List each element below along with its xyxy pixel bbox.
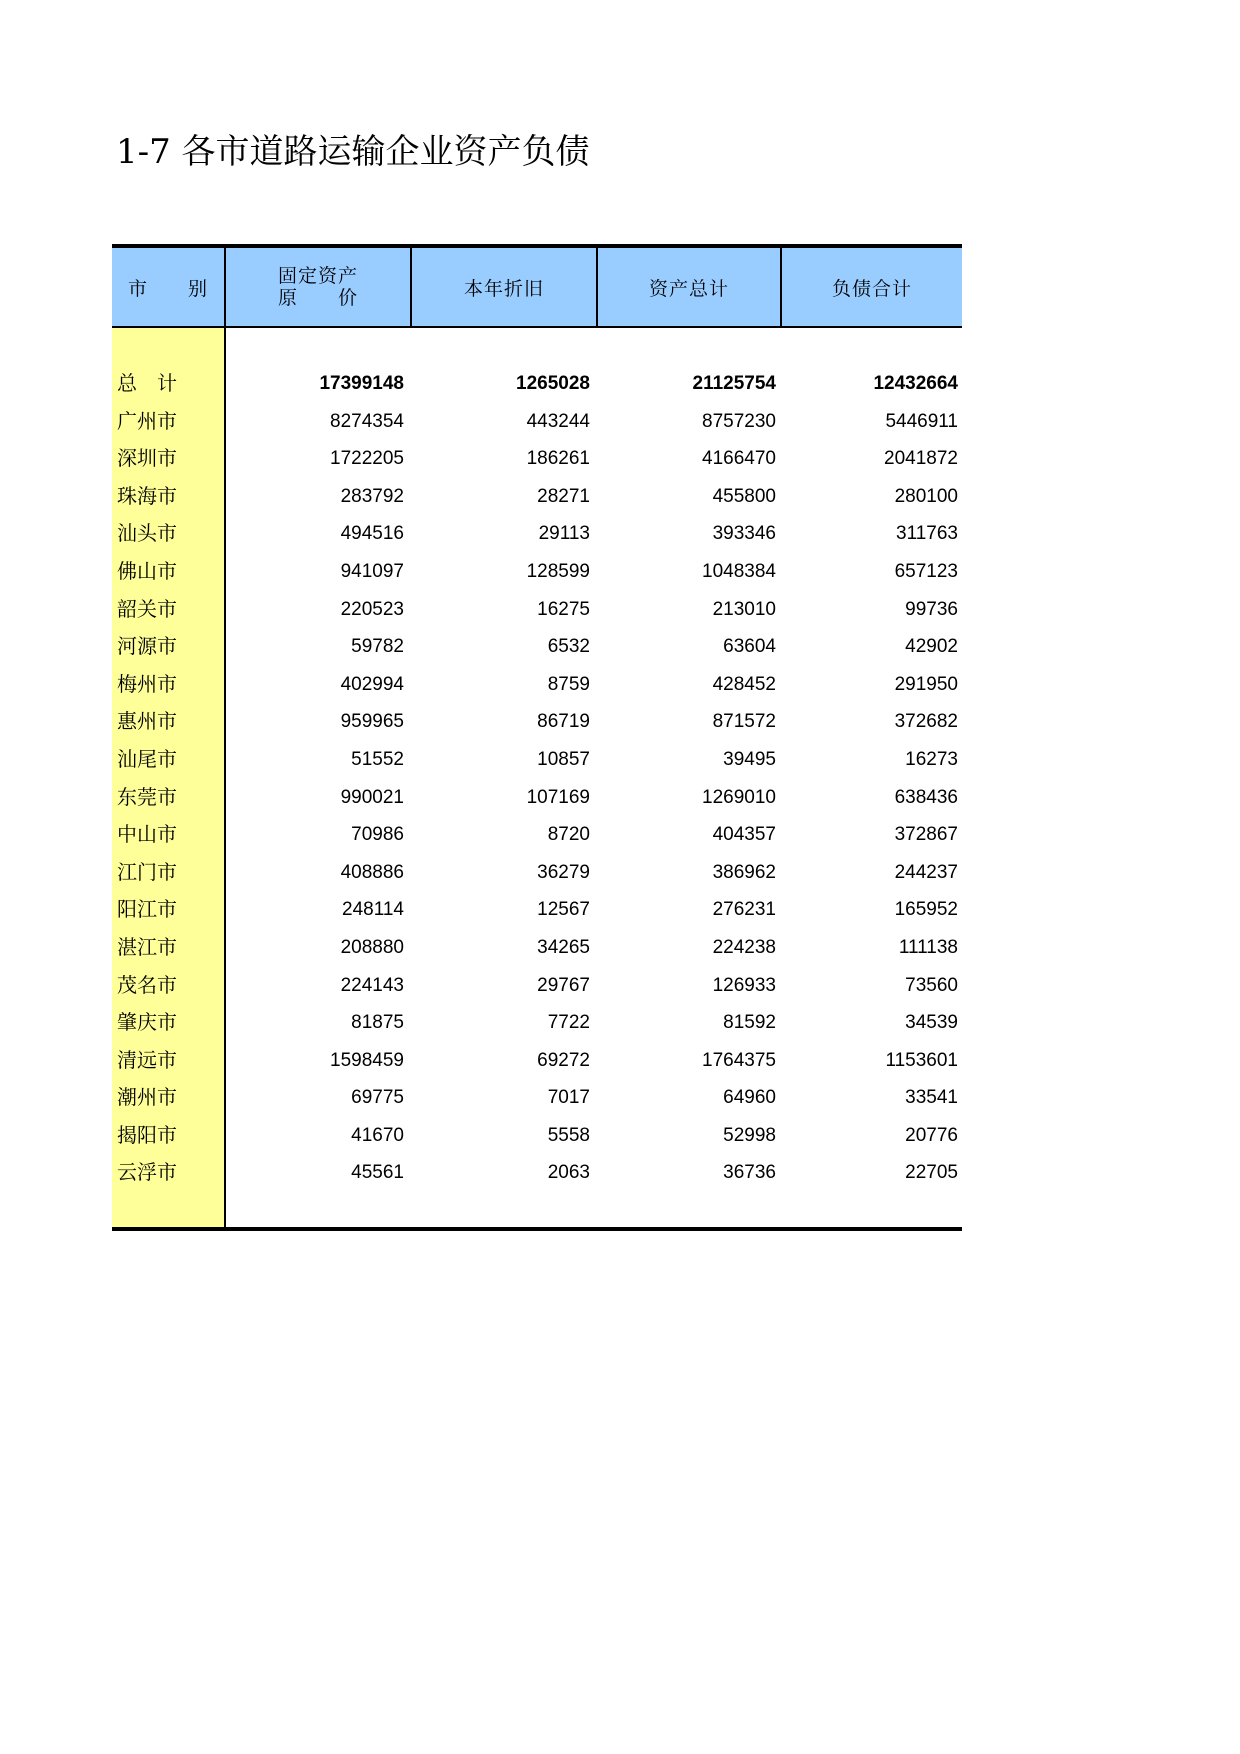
header-bottom-rule: [112, 326, 962, 328]
row-city-label: 广州市: [117, 408, 177, 433]
cell-depreciation: 7017: [547, 1087, 590, 1109]
cell-fixed-assets: 220523: [340, 598, 404, 620]
cell-fixed-assets: 69775: [351, 1087, 404, 1109]
cell-depreciation: 12567: [537, 899, 590, 921]
header-total-assets: 资产总计: [648, 277, 729, 300]
cell-total-assets: 36736: [723, 1162, 776, 1184]
cell-total-liabilities: 16273: [905, 748, 958, 770]
column-divider: [410, 248, 412, 326]
table-row: [112, 478, 962, 516]
cell-fixed-assets: 990021: [340, 786, 404, 808]
cell-fixed-assets: 17399148: [319, 373, 404, 394]
cell-fixed-assets: 494516: [340, 523, 404, 545]
cell-depreciation: 443244: [526, 410, 590, 432]
cell-depreciation: 29113: [538, 523, 590, 545]
cell-total-liabilities: 20776: [905, 1124, 958, 1146]
column-divider: [780, 248, 782, 326]
header-total-liabilities: 负债合计: [831, 277, 912, 300]
cell-total-assets: 39495: [723, 748, 776, 770]
cell-depreciation: 5558: [547, 1124, 590, 1146]
row-city-label: 佛山市: [117, 558, 177, 583]
table-row: [112, 1004, 962, 1042]
row-city-label: 河源市: [117, 634, 177, 659]
cell-total-liabilities: 244237: [894, 861, 958, 883]
row-city-label: 揭阳市: [117, 1122, 177, 1147]
cell-total-assets: 1269010: [702, 786, 776, 808]
cell-fixed-assets: 1722205: [330, 448, 404, 470]
cell-fixed-assets: 408886: [340, 861, 404, 883]
cell-depreciation: 1265028: [516, 373, 590, 394]
row-city-label: 深圳市: [117, 446, 177, 471]
cell-total-liabilities: 165952: [894, 899, 958, 921]
header-city: 市 别: [127, 277, 208, 300]
cell-fixed-assets: 402994: [340, 673, 404, 695]
cell-total-liabilities: 22705: [905, 1162, 958, 1184]
cell-fixed-assets: 51552: [351, 748, 404, 770]
header-fixed-assets: [226, 248, 410, 326]
table-row: [112, 1117, 962, 1155]
row-city-label: 阳江市: [117, 897, 177, 922]
cell-depreciation: 186261: [526, 448, 590, 470]
cell-total-assets: 1764375: [702, 1049, 776, 1071]
table-row: [112, 440, 962, 478]
cell-total-assets: 64960: [723, 1087, 776, 1109]
table-row: [112, 1154, 962, 1192]
table-row: [112, 741, 962, 779]
cell-total-assets: 8757230: [702, 410, 776, 432]
cell-depreciation: 28271: [537, 485, 590, 507]
cell-fixed-assets: 70986: [351, 824, 404, 846]
cell-fixed-assets: 45561: [351, 1162, 404, 1184]
page-title: 1-7 各市道路运输企业资产负债: [116, 132, 590, 172]
cell-total-liabilities: 372867: [894, 824, 958, 846]
cell-fixed-assets: 208880: [340, 936, 404, 958]
row-city-label: 肇庆市: [117, 1010, 177, 1035]
cell-total-liabilities: 291950: [894, 673, 958, 695]
row-city-label: 湛江市: [117, 934, 177, 959]
table-row: [112, 967, 962, 1005]
table-row: [112, 816, 962, 854]
cell-fixed-assets: 59782: [351, 636, 404, 658]
cell-fixed-assets: 248114: [342, 899, 404, 921]
cell-total-liabilities: 99736: [905, 598, 958, 620]
cell-depreciation: 36279: [537, 861, 590, 883]
cell-depreciation: 8759: [547, 673, 590, 695]
cell-total-assets: 276231: [712, 899, 776, 921]
row-city-label: 惠州市: [117, 709, 177, 734]
cell-total-assets: 871572: [712, 711, 776, 733]
cell-total-liabilities: 638436: [894, 786, 958, 808]
row-city-label: 茂名市: [117, 972, 177, 997]
cell-total-assets: 428452: [712, 673, 776, 695]
cell-depreciation: 128599: [526, 560, 590, 582]
cell-depreciation: 69272: [537, 1049, 590, 1071]
cell-depreciation: 7722: [547, 1012, 590, 1034]
cell-total-assets: 393346: [712, 523, 776, 545]
table-row: [112, 403, 962, 441]
cell-total-liabilities: 73560: [905, 974, 958, 996]
cell-total-assets: 4166470: [702, 448, 776, 470]
row-city-label: 云浮市: [117, 1160, 177, 1185]
row-city-label: 梅州市: [117, 671, 177, 696]
table-row: [112, 854, 962, 892]
cell-depreciation: 86719: [537, 711, 590, 733]
cell-total-assets: 224238: [712, 936, 776, 958]
table-row: [112, 553, 962, 591]
row-city-label: 潮州市: [117, 1085, 177, 1110]
table-row: [112, 515, 962, 553]
cell-total-liabilities: 1153601: [885, 1049, 958, 1071]
cell-total-liabilities: 372682: [894, 711, 958, 733]
row-city-label: 汕尾市: [117, 746, 177, 771]
row-city-label: 江门市: [117, 859, 177, 884]
table-row: [112, 891, 962, 929]
row-city-label: 汕头市: [117, 521, 177, 546]
cell-total-liabilities: 12432664: [873, 373, 958, 394]
cell-depreciation: 10857: [537, 748, 590, 770]
cell-total-liabilities: 311763: [896, 523, 958, 545]
cell-total-liabilities: 657123: [894, 560, 958, 582]
header-fixed-assets-line1: 固定资产: [277, 265, 358, 287]
row-city-label: 韶关市: [117, 596, 177, 621]
table-row: [112, 666, 962, 704]
cell-total-assets: 213010: [712, 598, 776, 620]
cell-total-assets: 1048384: [702, 560, 776, 582]
cell-depreciation: 107169: [526, 786, 590, 808]
cell-depreciation: 8720: [547, 824, 590, 846]
cell-fixed-assets: 81875: [351, 1012, 404, 1034]
cell-fixed-assets: 8274354: [330, 410, 404, 432]
table-row: [112, 591, 962, 629]
cell-total-assets: 52998: [723, 1124, 776, 1146]
table-row: [112, 929, 962, 967]
header-fixed-assets-line2: 原 价: [277, 287, 358, 309]
column-divider: [596, 248, 598, 326]
table-bottom-rule: [112, 1227, 962, 1231]
cell-total-assets: 455800: [712, 485, 776, 507]
table-row: [112, 1042, 962, 1080]
cell-fixed-assets: 959965: [340, 711, 404, 733]
cell-total-liabilities: 111138: [898, 936, 958, 958]
cell-depreciation: 16275: [537, 598, 590, 620]
data-table: [112, 244, 962, 1234]
cell-total-assets: 63604: [723, 636, 776, 658]
cell-total-assets: 21125754: [692, 373, 776, 394]
cell-depreciation: 34265: [537, 936, 590, 958]
cell-fixed-assets: 941097: [340, 560, 404, 582]
row-city-label: 中山市: [117, 822, 177, 847]
cell-total-assets: 386962: [712, 861, 776, 883]
cell-total-liabilities: 5446911: [885, 410, 958, 432]
cell-depreciation: 6532: [547, 636, 590, 658]
table-row: [112, 779, 962, 817]
cell-depreciation: 29767: [537, 974, 590, 996]
cell-total-assets: 404357: [712, 824, 776, 846]
cell-total-liabilities: 34539: [905, 1012, 958, 1034]
cell-depreciation: 2063: [547, 1162, 590, 1184]
cell-fixed-assets: 41670: [351, 1124, 404, 1146]
row-city-label: 总 计: [117, 371, 177, 395]
row-city-label: 东莞市: [117, 784, 177, 809]
row-city-label: 珠海市: [117, 483, 177, 508]
table-row-total: [112, 365, 962, 403]
cell-total-liabilities: 42902: [905, 636, 958, 658]
table-row: [112, 628, 962, 666]
cell-fixed-assets: 1598459: [330, 1049, 404, 1071]
header-depreciation: 本年折旧: [463, 277, 544, 300]
table-body: [112, 365, 962, 1192]
table-row: [112, 1079, 962, 1117]
row-city-label: 清远市: [117, 1047, 177, 1072]
cell-fixed-assets: 283792: [340, 485, 404, 507]
cell-total-liabilities: 280100: [894, 485, 958, 507]
table-row: [112, 703, 962, 741]
cell-total-liabilities: 33541: [905, 1087, 958, 1109]
table-header: [112, 248, 962, 326]
cell-total-liabilities: 2041872: [884, 448, 958, 470]
cell-fixed-assets: 224143: [340, 974, 404, 996]
cell-total-assets: 126933: [712, 974, 776, 996]
cell-total-assets: 81592: [723, 1012, 776, 1034]
